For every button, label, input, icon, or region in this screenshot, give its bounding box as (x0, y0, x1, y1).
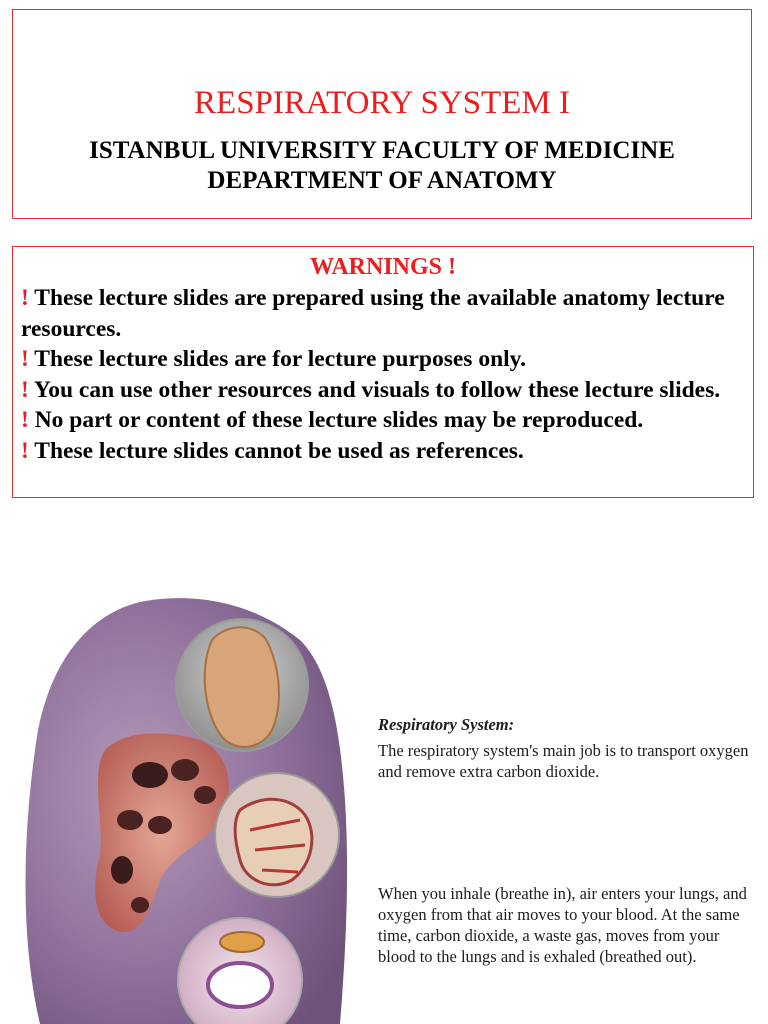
warnings-box (12, 246, 754, 498)
warning-text: No part or content of these lecture slides may be reproduced. (34, 407, 644, 433)
warning-marker: ! (21, 407, 29, 433)
warning-marker: ! (21, 437, 29, 464)
airway-hole (171, 759, 199, 781)
info-paragraph-1: The respiratory system's main job is to transport oxygen and remove extra carbon dioxide. (378, 741, 749, 781)
warning-item (21, 283, 747, 344)
lung-illustration (0, 580, 362, 1024)
page-subtitle (13, 136, 751, 196)
info-paragraph-2: When you inhale (breathe in), air enters your lungs, and oxygen from that air moves to your blood. At the same time, carbon dioxide, a waste gas, moves from your blood to the lungs and is exhaled (breathed out). (378, 884, 747, 966)
larynx-shape (205, 627, 279, 747)
subtitle-line-2: DEPARTMENT OF ANATOMY (207, 167, 557, 194)
airway-hole (148, 816, 172, 834)
warning-text: These lecture slides are for lecture purposes only. (34, 346, 527, 372)
warning-item (21, 375, 747, 406)
airway-hole (117, 810, 143, 830)
lung-section-image (0, 580, 362, 1024)
warning-item (21, 436, 747, 467)
airway-hole (131, 897, 149, 913)
warning-item (21, 405, 747, 436)
alveoli-lumen (208, 963, 272, 1007)
warnings-list (21, 283, 747, 466)
subtitle-line-1: ISTANBUL UNIVERSITY FACULTY OF MEDICINE (89, 137, 675, 164)
warning-marker: ! (21, 346, 29, 372)
warning-text: These lecture slides cannot be used as references. (34, 437, 524, 464)
warning-marker: ! (21, 376, 29, 403)
warning-item (21, 344, 747, 375)
airway-hole (194, 786, 216, 804)
page-title: RESPIRATORY SYSTEM I (194, 85, 570, 121)
airway-hole (132, 762, 168, 788)
warnings-title: WARNINGS ! (309, 254, 456, 280)
warning-marker: ! (21, 285, 29, 311)
info-heading: Respiratory System: (378, 715, 515, 734)
title-box (12, 9, 752, 219)
vessel-section (220, 932, 264, 952)
airway-hole (111, 856, 133, 884)
warning-text: You can use other resources and visuals to follow these lecture slides. (33, 376, 721, 403)
warning-text: These lecture slides are prepared using the available anatomy lecture resources. (21, 285, 725, 342)
